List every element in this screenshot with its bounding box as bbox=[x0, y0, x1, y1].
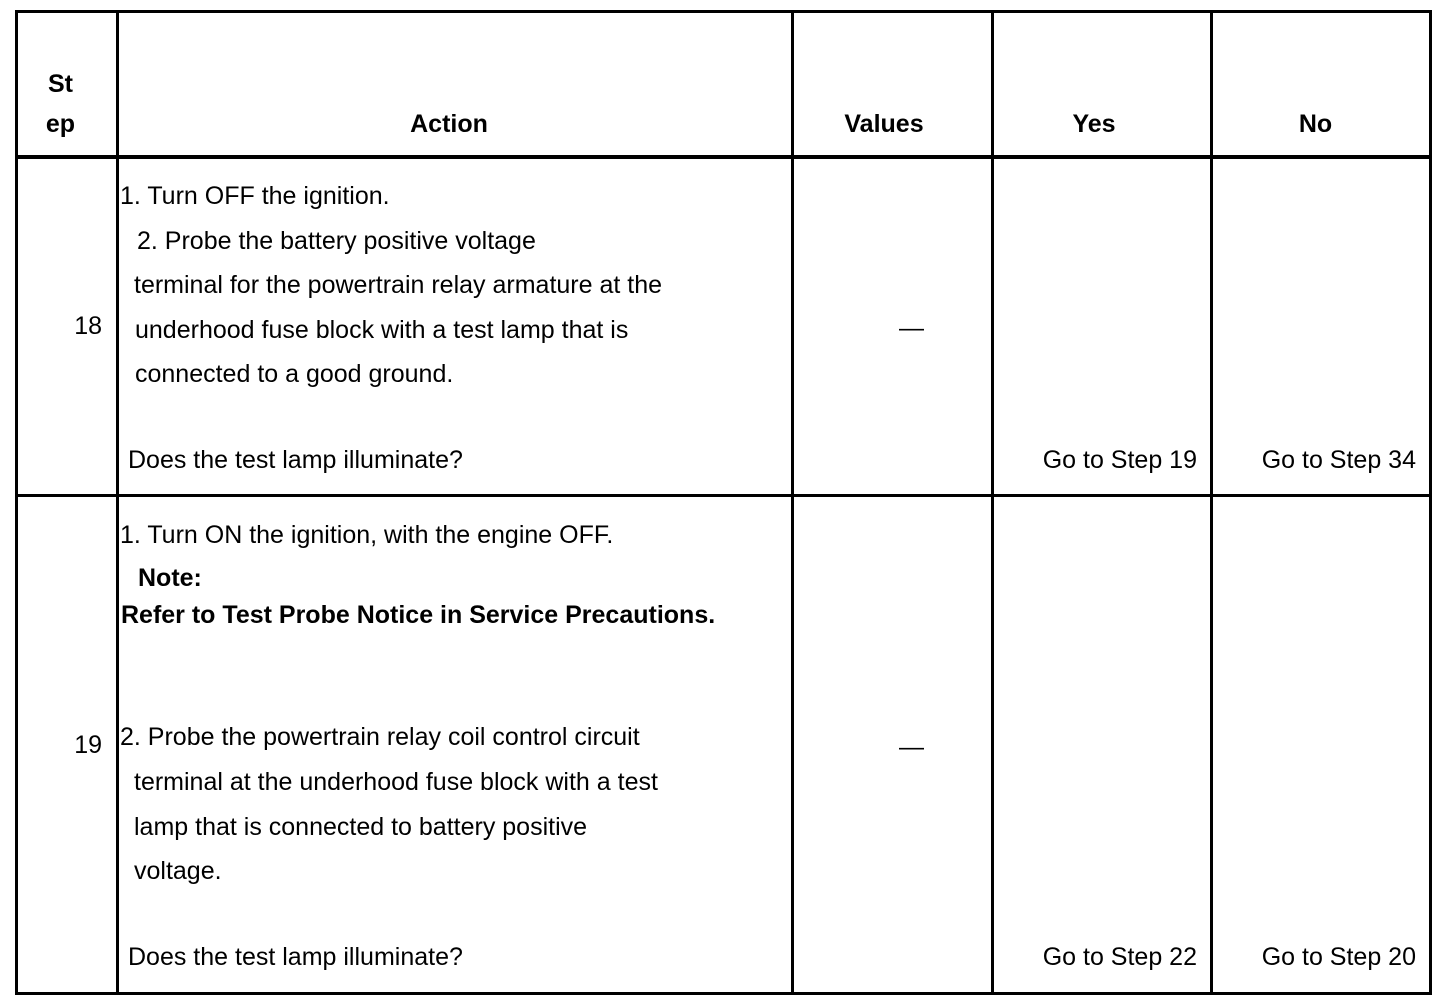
note-label: Note: bbox=[138, 564, 202, 592]
header-action: Action bbox=[410, 110, 488, 138]
action-line: terminal for the powertrain relay armature at the bbox=[134, 271, 663, 299]
column-divider-values bbox=[991, 10, 994, 995]
step-number: 18 bbox=[74, 312, 102, 340]
table-border-right bbox=[1429, 10, 1432, 995]
header-step-line1: St bbox=[48, 70, 73, 98]
action-line: lamp that is connected to battery positive bbox=[134, 813, 588, 841]
action-line: underhood fuse block with a test lamp that is bbox=[135, 316, 629, 344]
action-line: 2. Probe the battery positive voltage bbox=[137, 227, 536, 255]
table-border-top bbox=[15, 10, 1432, 13]
action-line: terminal at the underhood fuse block with a test bbox=[134, 768, 658, 796]
column-divider-yes bbox=[1210, 10, 1213, 995]
action-line: connected to a good ground. bbox=[135, 360, 454, 388]
yes-cell: Go to Step 19 bbox=[1042, 446, 1197, 474]
action-line: 1. Turn ON the ignition, with the engine OFF. bbox=[120, 521, 614, 549]
no-cell: Go to Step 34 bbox=[1261, 446, 1416, 474]
value-cell: — bbox=[899, 314, 924, 342]
note-text: Refer to Test Probe Notice in Service Precautions. bbox=[121, 601, 716, 629]
header-no: No bbox=[1298, 110, 1333, 138]
action-line: 2. Probe the powertrain relay coil control circuit bbox=[120, 723, 640, 751]
header-divider bbox=[15, 155, 1432, 159]
no-cell: Go to Step 20 bbox=[1261, 943, 1416, 971]
action-question: Does the test lamp illuminate? bbox=[128, 943, 463, 971]
action-line: 1. Turn OFF the ignition. bbox=[120, 182, 390, 210]
value-cell: — bbox=[899, 733, 924, 761]
column-divider-action bbox=[791, 10, 794, 995]
header-yes: Yes bbox=[1072, 110, 1116, 138]
yes-cell: Go to Step 22 bbox=[1042, 943, 1197, 971]
diagnostic-table bbox=[15, 10, 1432, 995]
table-border-left bbox=[15, 10, 18, 995]
action-question: Does the test lamp illuminate? bbox=[128, 446, 463, 474]
step-number: 19 bbox=[74, 731, 102, 759]
column-divider-step bbox=[116, 10, 119, 995]
header-values: Values bbox=[844, 110, 924, 138]
table-border-bottom bbox=[15, 992, 1432, 995]
header-step-line2: ep bbox=[45, 110, 76, 138]
action-line: voltage. bbox=[134, 857, 222, 885]
row-divider bbox=[15, 494, 1432, 497]
